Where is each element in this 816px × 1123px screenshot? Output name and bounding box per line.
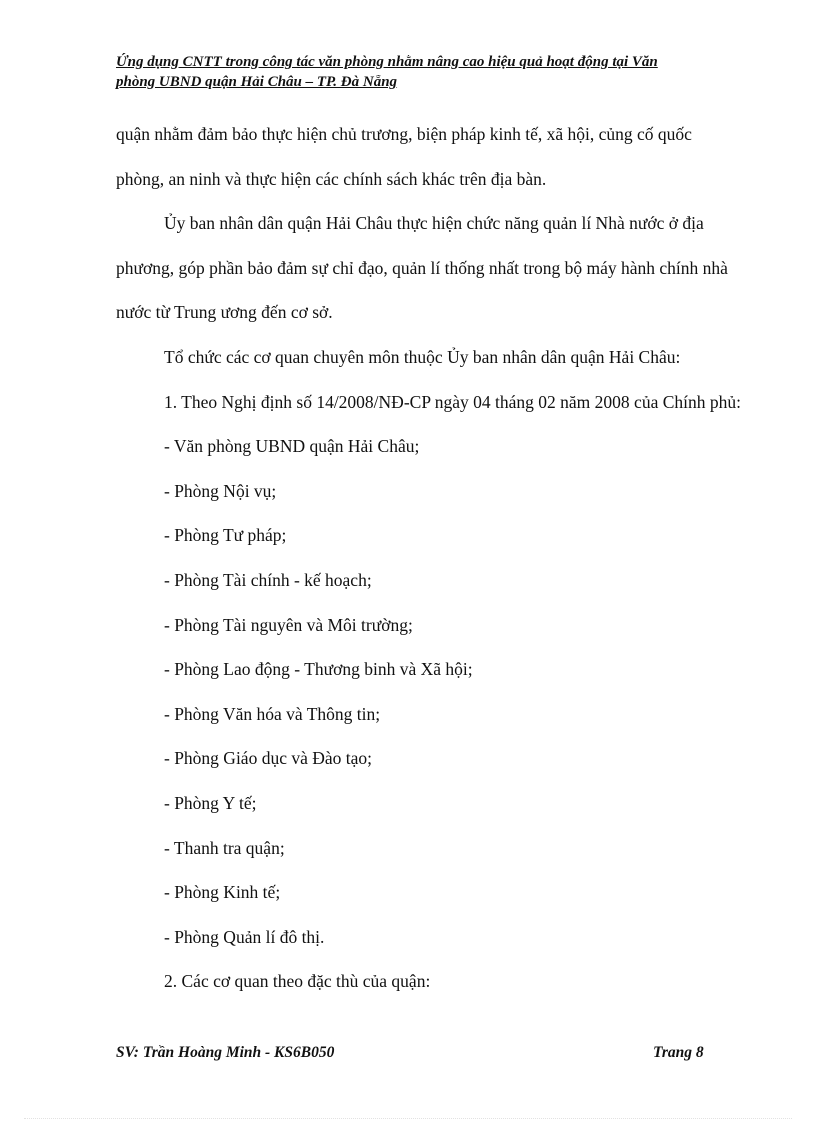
header-line-1: Ứng dụng CNTT trong công tác văn phòng nhằm nâng cao hiệu quả hoạt động tại Văn [116,54,658,70]
list-item: - Phòng Kinh tế; [164,882,281,903]
paragraph-4: 1. Theo Nghị định số 14/2008/NĐ-CP ngày 04 tháng 02 năm 2008 của Chính phủ: [164,391,741,412]
header-line-2: phòng UBND quận Hải Châu – TP. Đà Nẵng [116,74,398,90]
list-item: - Phòng Tài chính - kế hoạch; [164,569,372,590]
paragraph-1: quận nhằm đảm bảo thực hiện chủ trương, biện pháp kinh tế, xã hội, củng cố quốc phòng, an ninh và thực hiện các chính sách khác trên địa bàn. [116,124,692,189]
paragraph-3: Tổ chức các cơ quan chuyên môn thuộc Ủy ban nhân dân quận Hải Châu: [164,346,681,367]
list-item: - Phòng Lao động - Thương binh và Xã hội; [164,659,473,680]
paragraph-5: 2. Các cơ quan theo đặc thù của quận: [164,971,431,992]
document-body [116,112,744,1004]
list-item: - Thanh tra quận; [164,837,285,858]
list-item: - Văn phòng UBND quận Hải Châu; [164,436,420,457]
running-header [116,52,736,92]
list-item: - Phòng Quản lí đô thị. [164,926,325,947]
list-item: - Phòng Tư pháp; [164,525,287,546]
list-item: - Phòng Nội vụ; [164,480,277,501]
footer-author: SV: Trần Hoàng Minh - KS6B050 [116,1044,335,1061]
page-edge-divider [24,1118,792,1119]
list-item: - Phòng Y tế; [164,792,257,813]
footer-page-number: Trang 8 [653,1044,704,1061]
list-item: - Phòng Giáo dục và Đào tạo; [164,748,373,769]
list-item: - Phòng Văn hóa và Thông tin; [164,703,381,724]
paragraph-2: Ủy ban nhân dân quận Hải Châu thực hiện chức năng quản lí Nhà nước ở địa phương, góp phần bảo đảm sự chỉ đạo, quản lí thống nhất trong bộ máy hành chính nhà nước từ Trung ương đến cơ sở. [116,213,728,323]
list-item: - Phòng Tài nguyên và Môi trường; [164,614,413,635]
